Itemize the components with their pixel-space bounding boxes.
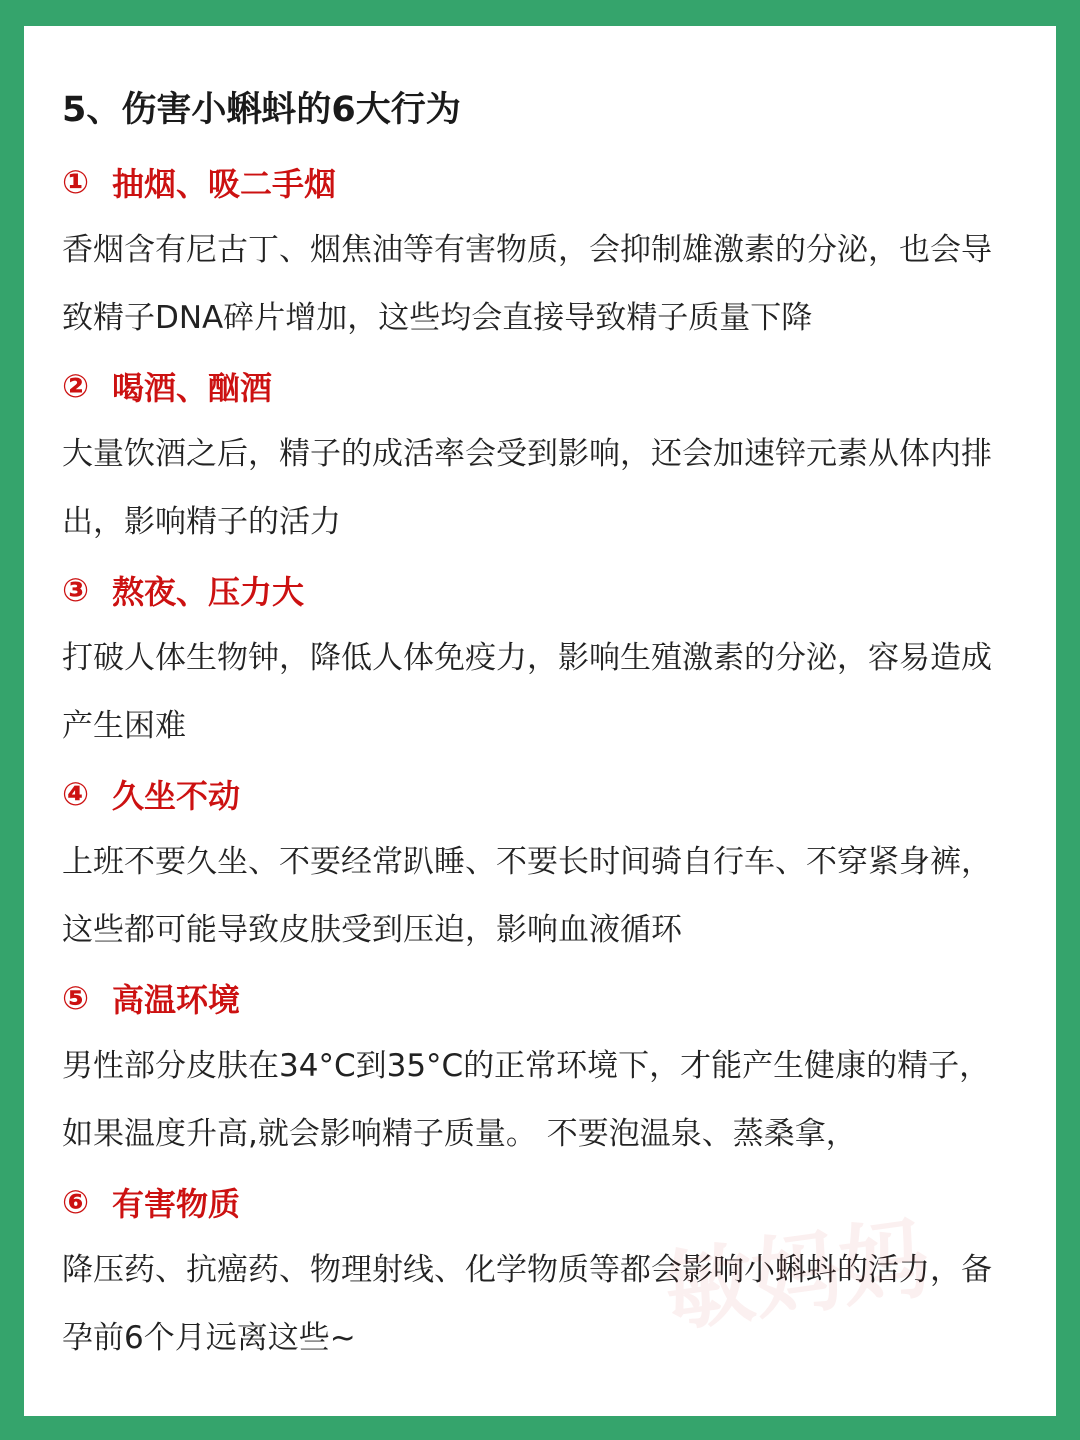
text-line: 大量饮酒之后，精子的成活率会受到影响，还会加速锌元素从体内排 xyxy=(62,436,992,472)
text-line: 孕前6个月远离这些~ xyxy=(62,1320,356,1356)
text-line: 出，影响精子的活力 xyxy=(62,504,341,540)
section-text xyxy=(62,828,1034,964)
section-text xyxy=(62,420,1034,556)
circled-number: ⑤ xyxy=(62,979,90,1017)
section-heading xyxy=(62,972,1034,1024)
text-line: 上班不要久坐、不要经常趴睡、不要长时间骑自行车、不穿紧身裤， xyxy=(62,844,992,880)
circled-number: ⑥ xyxy=(62,1183,90,1221)
text-line: 致精子DNA碎片增加，这些均会直接导致精子质量下降 xyxy=(62,300,813,336)
page-title: 5、伤害小蝌蚪的6大行为 xyxy=(62,90,461,130)
section-title: 抽烟、吸二手烟 xyxy=(112,165,337,203)
circled-number: ③ xyxy=(62,571,90,609)
section-title: 有害物质 xyxy=(112,1185,241,1223)
section-text xyxy=(62,1032,1034,1168)
text-line: 如果温度升高,就会影响精子质量。 不要泡温泉、蒸桑拿， xyxy=(62,1116,857,1152)
circled-number: ① xyxy=(62,163,90,201)
text-line: 产生困难 xyxy=(62,708,186,744)
section-4 xyxy=(62,768,1034,964)
text-line: 打破人体生物钟，降低人体免疫力，影响生殖激素的分泌，容易造成 xyxy=(62,640,992,676)
section-title: 熬夜、压力大 xyxy=(112,573,305,611)
text-line: 香烟含有尼古丁、烟焦油等有害物质，会抑制雄激素的分泌，也会导 xyxy=(62,232,992,268)
circled-number: ④ xyxy=(62,775,90,813)
article-content xyxy=(62,84,1034,1380)
section-title: 喝酒、酗酒 xyxy=(112,369,273,407)
section-3 xyxy=(62,564,1034,760)
section-1 xyxy=(62,156,1034,352)
content-card xyxy=(24,26,1056,1416)
section-2 xyxy=(62,360,1034,556)
text-line: 男性部分皮肤在34°C到35°C的正常环境下，才能产生健康的精子， xyxy=(62,1048,991,1084)
text-line: 这些都可能导致皮肤受到压迫，影响血液循环 xyxy=(62,912,682,948)
section-heading xyxy=(62,564,1034,616)
section-text xyxy=(62,216,1034,352)
section-heading xyxy=(62,156,1034,208)
section-heading xyxy=(62,768,1034,820)
section-title: 高温环境 xyxy=(112,981,241,1019)
section-heading xyxy=(62,360,1034,412)
section-5 xyxy=(62,972,1034,1168)
section-title: 久坐不动 xyxy=(112,777,241,815)
text-line: 降压药、抗癌药、物理射线、化学物质等都会影响小蝌蚪的活力，备 xyxy=(62,1252,992,1288)
watermark: 敏妈妈 xyxy=(659,1206,935,1345)
section-text xyxy=(62,624,1034,760)
circled-number: ② xyxy=(62,367,90,405)
